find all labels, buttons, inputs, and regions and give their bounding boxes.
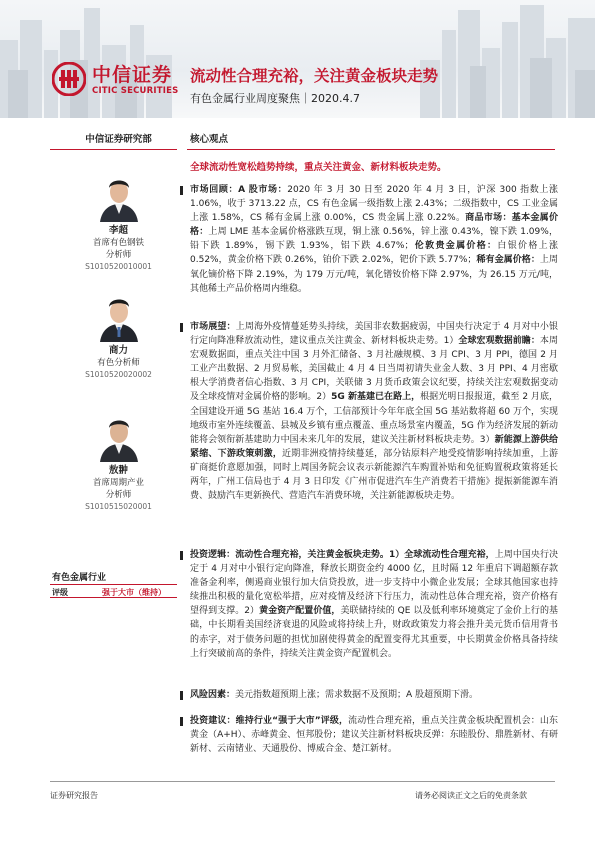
analyst-title: 有色分析师 (97, 358, 140, 368)
bold-text-segment: 投资建议：维持行业“强于大市”评级， (190, 716, 349, 726)
text-segment: 本周宏观数据面，重点关注中国 3 月外汇储备、3 月社融规模、3 月 CPI、3 月 PPI，德国 2 月工业产出数据、2 月贸易帐，美国截止 4 月 4 日当周初请失业金人数、3 月 PPI、4 月密歇根大学消费者信心指数、3 月 CPI，关联储 3 月货币政策会议纪要，持续关注宏观数据变动及全球疫情对金属价格的影响。2） (190, 336, 558, 403)
logo-chinese-text: 中信证券 (92, 64, 173, 86)
bold-text-segment: 5G 新基建已在路上， (331, 392, 421, 403)
citic-logo-icon (52, 62, 86, 96)
bullet-bar (180, 186, 183, 195)
text-segment: 白银价格上涨 0.52%，黄金价格下跌 0.26%，铂价下跌 2.02%，钯价下跌 5.77%； (190, 241, 558, 266)
analyst-role: 分析师 (105, 490, 132, 500)
text-segment: 上周中国央行决定于 4 月对中小银行定向降准，释放长期资金约 4000 亿，且时隔 12 年重启下调超额存款准备金利率，侧遏商业银行加大信贷投放，进一步支持中小微企业发展；全球其他国家也持续推出积极的量化宽松举措，应对疫情及经济下行压力，流动性总体合理充裕，资产价格有望得到支撑。2） (190, 550, 558, 617)
analyst-cert: S1010520010001 (85, 262, 152, 271)
analyst-role: 分析师 (105, 250, 132, 260)
analyst-cert: S1010520020002 (85, 370, 152, 379)
text-segment: 美元指数超预期上涨；需求数据不及预期；A 股超预期下滑。 (235, 690, 479, 700)
analyst-card (60, 292, 177, 381)
analyst-cert: S1010515020001 (85, 502, 152, 511)
analyst-name: 敖翀 (108, 465, 128, 476)
rating-row (50, 584, 177, 598)
analyst-title: 首席周期产业 (92, 478, 144, 488)
report-subtitle: 有色金属行业周度聚焦｜2020.4.7 (190, 92, 360, 105)
bold-text-segment: 市场展望： (190, 322, 236, 332)
rating-label: 评级 (52, 588, 68, 597)
bold-text-segment: 风险因素： (190, 690, 236, 700)
text-segment: 上周海外疫情蔓延势头持续，美国非农数据疲弱，中国央行决定于 4 月对中小银行定向降准释放流动性，建议重点关注黄金、新材料板块走势。1） (190, 322, 558, 347)
bold-text-segment: 全球宏观数据前瞻： (458, 336, 540, 347)
footer-report-type: 证券研究报告 (50, 791, 98, 800)
analyst-card (60, 412, 177, 513)
paragraph-investment-advice (190, 714, 558, 756)
text-segment: 上周氧化镝价格下降 2.19%，为 179 万元/吨，氧化镨钕价格下降 2.97%，为 26.15 万元/吨，其他稀土产品价格周内维稳。 (190, 255, 558, 294)
analyst-photo (94, 292, 144, 342)
text-segment: 近期非洲疫情持续蔓延，部分钴原料产地受疫情影响持续加重，上游矿商挺价意愿加强，同时上周国务院会议表示新能源汽车购置补贴和免征购置税政策将延长两年，广州工信局也于 4 月 3 日印发《广州市促进汽车生产消费若干措施》提振新能源车消费、鼓励汽车更新换代、营造汽车消费环境，关注新能源板块走势。 (190, 448, 558, 502)
bold-text-segment: 商品市场： (465, 213, 512, 224)
bullet-bar (180, 323, 183, 332)
text-segment: 美联储持续的 QE 以及低利率环境奠定了金价上行的基础，中长期看美国经济衰退的风险或将持续上升，财政政策发力将会推升美元货币信用背书的赤字，对于债务问题的担忧加剧使得黄金的配置变得尤其重要，中长期黄金价格具备持续上行突破前高的条件，持续关注黄金资产配置机会。 (190, 606, 558, 659)
analyst-card (60, 172, 177, 273)
text-segment: 根据光明日报报道，截至 2 月底，全国建设开通 5G 基站 16.4 万个，工信部预计今年年底全国 5G 基站数将超 60 万个，实现地级市室外连续覆盖、县城及乡镇有重点覆盖、重点场景室内覆盖，5G 作为经济发展的新动能将会领衔新基建助力中国未来几年的发展，建议关注新材料板块走势。3） (190, 392, 558, 445)
rating-value: 强于大市（维持） (102, 588, 166, 597)
bullet-bar (180, 691, 183, 700)
analyst-name: 李超 (108, 225, 128, 236)
bold-text-segment: A 股市场： (238, 185, 288, 195)
report-title: 流动性合理充裕，关注黄金板块走势 (190, 67, 439, 85)
text-segment: 流动性合理充裕，重点关注黄金板块配置机会：山东黄金（A+H）、赤峰黄金、恒邦股份；建议关注新材料板块反弹：东睦股份、鼎胜新材、有研新材、云南锗业、天通股份、博威合金、楚江新材。 (190, 716, 558, 755)
main-divider (187, 149, 555, 150)
research-dept-heading: 中信证券研究部 (85, 134, 152, 145)
bold-text-segment: 黄金资产配置价值， (259, 606, 341, 617)
core-views-heading: 核心观点 (190, 134, 229, 145)
bold-text-segment: 稀有金属价格： (476, 255, 540, 266)
core-summary: 全球流动性宽松趋势持续，重点关注黄金、新材料板块走势。 (190, 162, 447, 173)
footer-disclaimer: 请务必阅读正文之后的免责条款 (415, 791, 527, 800)
text-segment: 2020 年 3 月 30 日至 2020 年 4 月 3 日，沪深 300 指数上涨 1.06%，收于 3713.22 点，CS 有色金属一级指数上涨 2.43%；二级指数中，CS 工业金属上涨 1.58%，CS 稀有金属上涨 0.00%，CS 贵金属上涨 0.22%。 (190, 185, 558, 224)
paragraph-market-outlook (190, 320, 558, 503)
bold-text-segment: 新能源上游供给紧缩、下游政策刺激， (190, 434, 558, 459)
paragraph-investment-logic (190, 548, 558, 661)
header-banner (0, 0, 595, 118)
paragraph-market-review (190, 183, 558, 296)
analyst-photo (94, 412, 144, 462)
footer-divider (50, 781, 555, 782)
analyst-photo (94, 172, 144, 222)
paragraph-risk-factors (190, 688, 558, 702)
analyst-title: 首席有色钢铁 (92, 238, 144, 248)
bullet-bar (180, 717, 183, 726)
bold-text-segment: 市场回顾： (190, 185, 239, 195)
analyst-name: 商力 (108, 345, 128, 356)
industry-label: 有色金属行业 (52, 573, 107, 583)
logo-english-text: CITIC SECURITIES (92, 86, 179, 96)
citic-logo (52, 60, 182, 104)
text-segment: 上周 LME 基本金属价格涨跌互现，铜上涨 0.56%，锌上涨 0.43%，镍下跌 1.09%，铅下跌 1.89%，锡下跌 1.93%，铝下跌 4.67%； (190, 227, 558, 252)
bold-text-segment: 基本金属价格： (190, 213, 558, 238)
bold-text-segment: 投资逻辑：流动性合理充裕，关注黄金板块走势。1）全球流动性合理充裕， (190, 550, 495, 560)
sidebar-divider (50, 149, 177, 150)
bullet-bar (180, 551, 183, 560)
bold-text-segment: 伦敦贵金属价格： (413, 241, 498, 252)
